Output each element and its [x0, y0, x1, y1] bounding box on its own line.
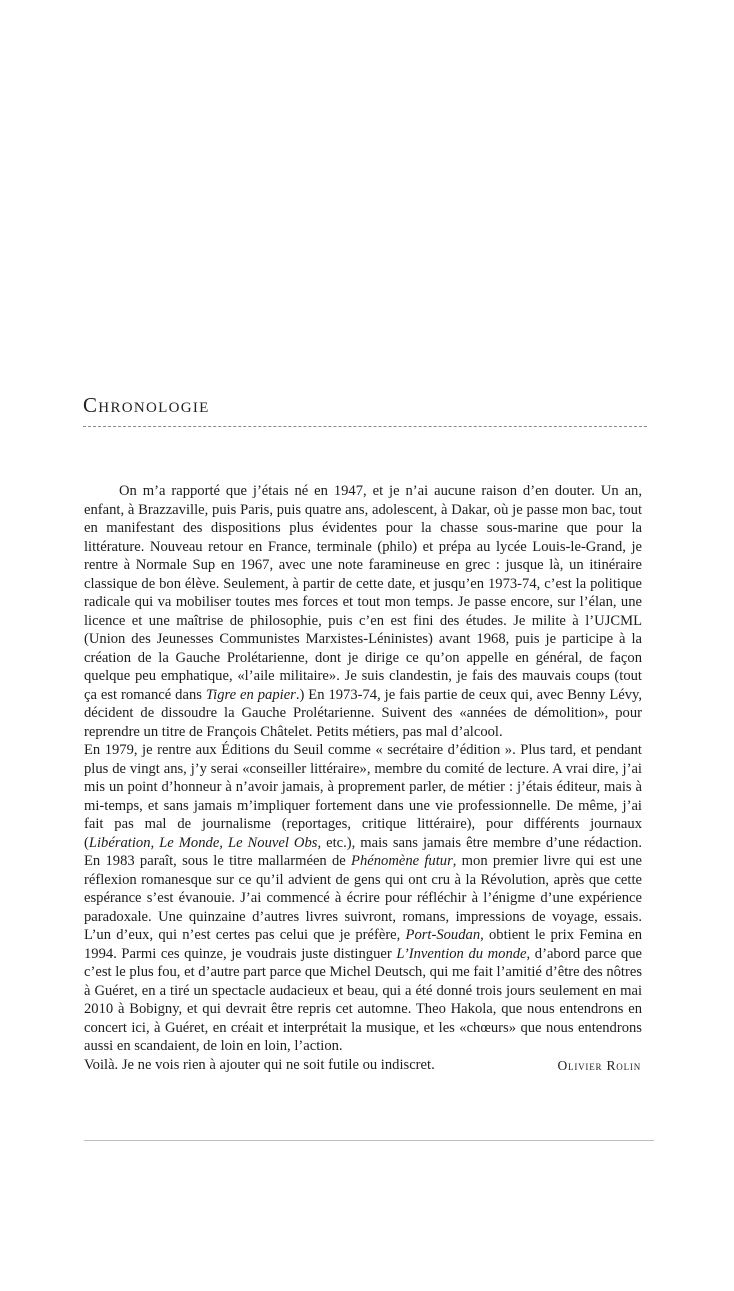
paragraph-2-text-2: , etc.), mais sans jamais être membre d’une rédaction. En 1983 paraît, sous le titre mallarméen de — [84, 834, 642, 869]
book-title-tigre-en-papier: Tigre en papier — [205, 686, 296, 703]
paragraph-1-text-1: On m’a rapporté que j’étais né en 1947, et je n’ai aucune raison d’en douter. Un an, enfant, à Brazzaville, puis Paris, puis quatre ans, adolescent, à Dakar, où je passe mon bac, tout en manifestant des dispositions plus évidentes pour la chasse sous-marine que pour la littérature. Nouveau retour en France, terminale (philo) et prépa au lycée Louis-le-Grand, je rentre à Normale Sup en 1967, avec une note faramineuse en grec : jusque là, un itinéraire classique de bon élève. Seulement, à partir de cette date, et jusqu’en 1973-74, c’est la politique radicale qui va mobiliser toutes mes forces et tout mon temps. Je passe encore, sur l’élan, une licence et une maîtrise de philosophie, puis c’en est fini des études. Je milite à l’UJCML (Union des Jeunesses Communistes Marxistes-Léninistes) avant 1968, puis je participe à la création de la Gauche Prolétarienne, dont je dirige ce qu’on appelle en général, de façon quelque peu emphatique, «l’aile militaire». Je suis clandestin, je fais des mauvais coups (tout ça est romancé dans — [84, 483, 642, 703]
book-title-phenomene-futur: Phénomène futur — [351, 853, 453, 869]
paragraph-3-text-1: Voilà. Je ne vois rien à ajouter qui ne soit futile ou indiscret. — [84, 1056, 435, 1073]
newspaper-titles: Libération, Le Monde, Le Nouvel Obs — [88, 834, 318, 851]
book-title-port-soudan: Port-Soudan — [405, 927, 481, 943]
paragraph-2-text-3: , mon premier livre qui est une réflexion romanesque sur ce qu’il advient de gens qui ont cru à la Révolution, après que cette espérance s’est évanouie. J’ai commencé à écrire pour réfléchir à l’énigme d’une expérience paradoxale. Une quinzaine d’autres livres suivront, romans, impressions de voyage, essais. L’un d’eux, qui n’est certes pas celui que je préfère, — [84, 853, 643, 943]
body-text — [84, 482, 642, 1074]
paragraph-2-text-5: , d’abord parce que c’est le plus fou, et d’autre part parce que Michel Deutsch, qui me fait l’amitié d’être des nôtres à Guéret, en a tiré un spectacle audacieux et beau, qui a été donné trois jours seulement en mai 2010 à Bobigny, et qui devrait être repris cet automne. Theo Hakola, que nous entendrons en concert ici, à Guéret, en créait et interprétait la musique, et les «chœurs» que nous entendrons aussi en scandaient, de loin en loin, l’action. — [84, 945, 643, 1054]
paragraph-2-text-1: En 1979, je rentre aux Éditions du Seuil comme « secrétaire d’édition ». Plus tard, et pendant plus de vingt ans, j’y serai «conseiller littéraire», membre du comité de lecture. A vrai dire, j’ai mis un point d’honneur à n’avoir jamais, à proprement parler, de métier : j’étais éditeur, mais à mi-temps, et sans jamais m’impliquer fortement dans une vie professionnelle. De même, j’ai fait pas mal de journalisme (reportages, critique littéraire), pour différents journaux ( — [84, 742, 642, 851]
page-title: Chronologie — [83, 393, 210, 417]
paragraph-1 — [84, 482, 642, 741]
paragraph-2 — [84, 741, 642, 1056]
author-signature: Olivier Rolin — [557, 1058, 641, 1073]
footer-divider — [84, 1140, 654, 1141]
title-divider — [83, 426, 647, 427]
paragraph-2-text-4: , obtient le prix Femina en 1994. Parmi ces quinze, je voudrais juste distinguer — [84, 927, 642, 962]
paragraph-1-text-2: .) En 1973-74, je fais partie de ceux qui, avec Benny Lévy, décident de dissoudre la Gauche Prolétarienne. Suivent des «années de démolition», pour reprendre un titre de François Châtelet. Petits métiers, pas mal d’alcool. — [84, 686, 643, 740]
book-title-invention-du-monde: L’Invention du monde — [396, 945, 527, 962]
